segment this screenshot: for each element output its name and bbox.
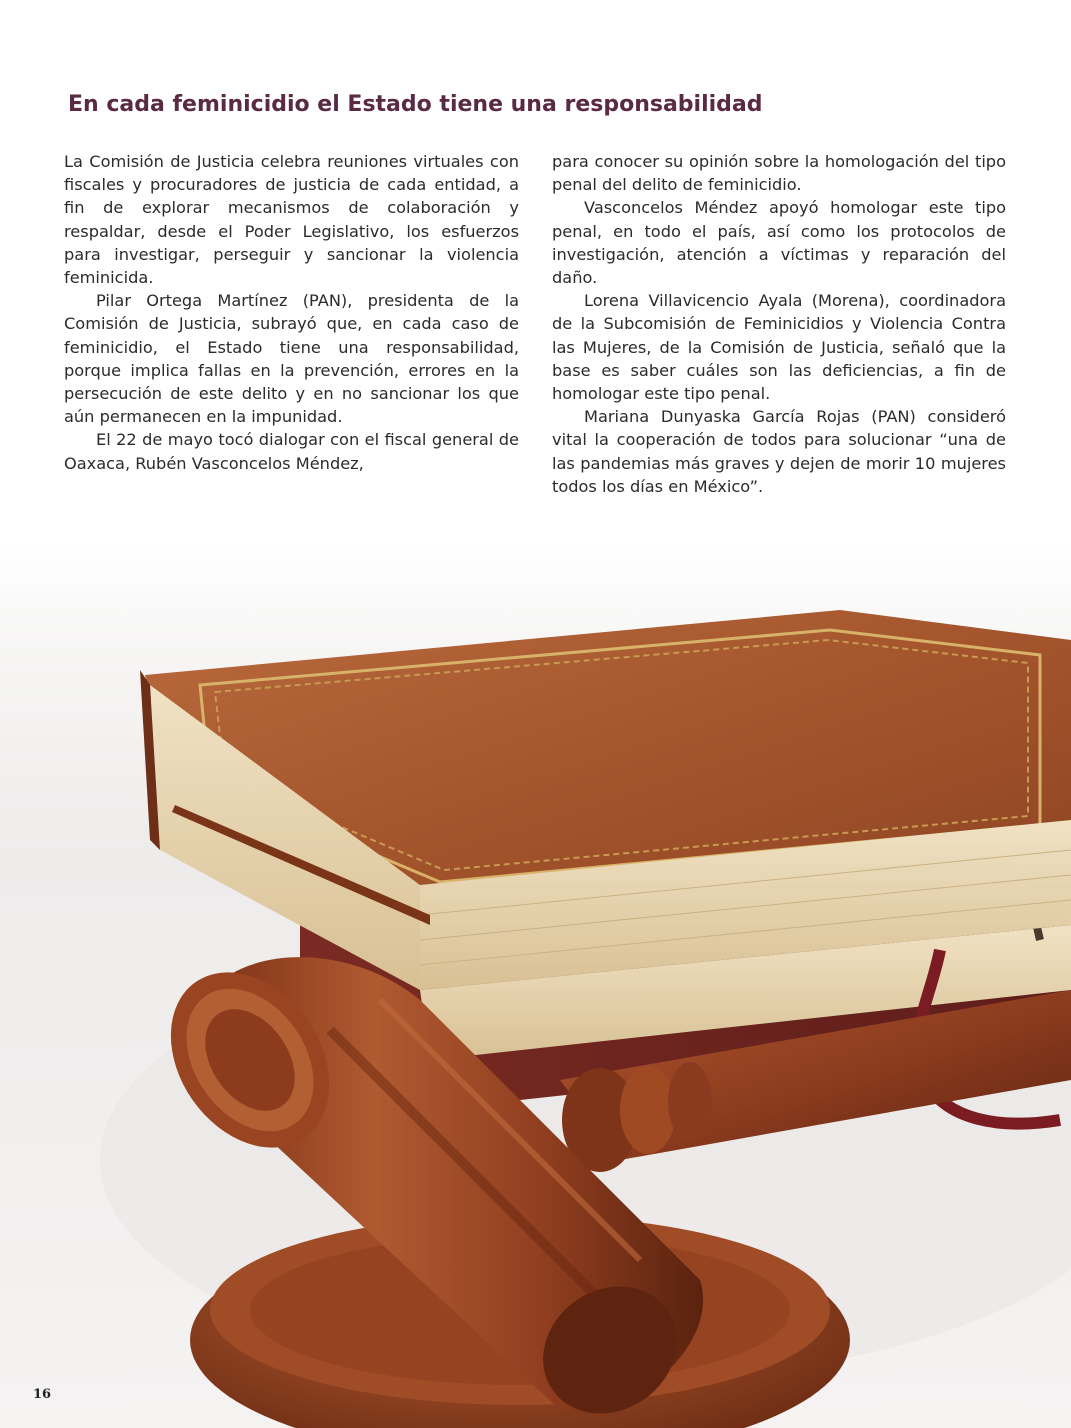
left-text-column — [64, 150, 519, 475]
top-book — [140, 610, 1071, 990]
paragraph: El 22 de mayo tocó dialogar con el fiscal general de Oaxaca, Rubén Vasconcelos Méndez, — [64, 430, 519, 473]
paragraph: para conocer su opinión sobre la homologación del tipo penal del delito de feminicidio. — [552, 152, 1006, 195]
paragraph: Mariana Dunyaska García Rojas (PAN) consideró vital la cooperación de todos para solucionar “una de las pandemias más graves y dejen de morir 10 mujeres todos los días en México”. — [552, 407, 1006, 496]
right-text-column — [552, 150, 1006, 498]
paragraph: La Comisión de Justicia celebra reuniones virtuales con fiscales y procuradores de justicia de cada entidad, a fin de explorar mecanismos de colaboración y respaldar, desde el Poder Legislativo, los esfuerzos para investigar, perseguir y sancionar la violencia feminicida. — [64, 152, 519, 288]
article-title: En cada feminicidio el Estado tiene una responsabilidad — [68, 92, 763, 117]
paragraph: Vasconcelos Méndez apoyó homologar este tipo penal, en todo el país, así como los protocolos de investigación, atención a víctimas y reparación del daño. — [552, 198, 1006, 288]
paragraph: Pilar Ortega Martínez (PAN), presidenta de la Comisión de Justicia, subrayó que, en cada caso de feminicidio, el Estado tiene una responsabilidad, porque implica fallas en la prevención, errores en la persecución de este delito y en no sancionar los que aún permanecen en la impunidad. — [64, 291, 519, 427]
gavel-and-books-illustration — [0, 520, 1071, 1428]
page-number: 16 — [33, 1387, 52, 1402]
paragraph: Lorena Villavicencio Ayala (Morena), coordinadora de la Subcomisión de Feminicidios y Violencia Contra las Mujeres, de la Comisión de Justicia, señaló que la base es saber cuáles son las deficiencias, a fin de homologar este tipo penal. — [552, 291, 1006, 404]
